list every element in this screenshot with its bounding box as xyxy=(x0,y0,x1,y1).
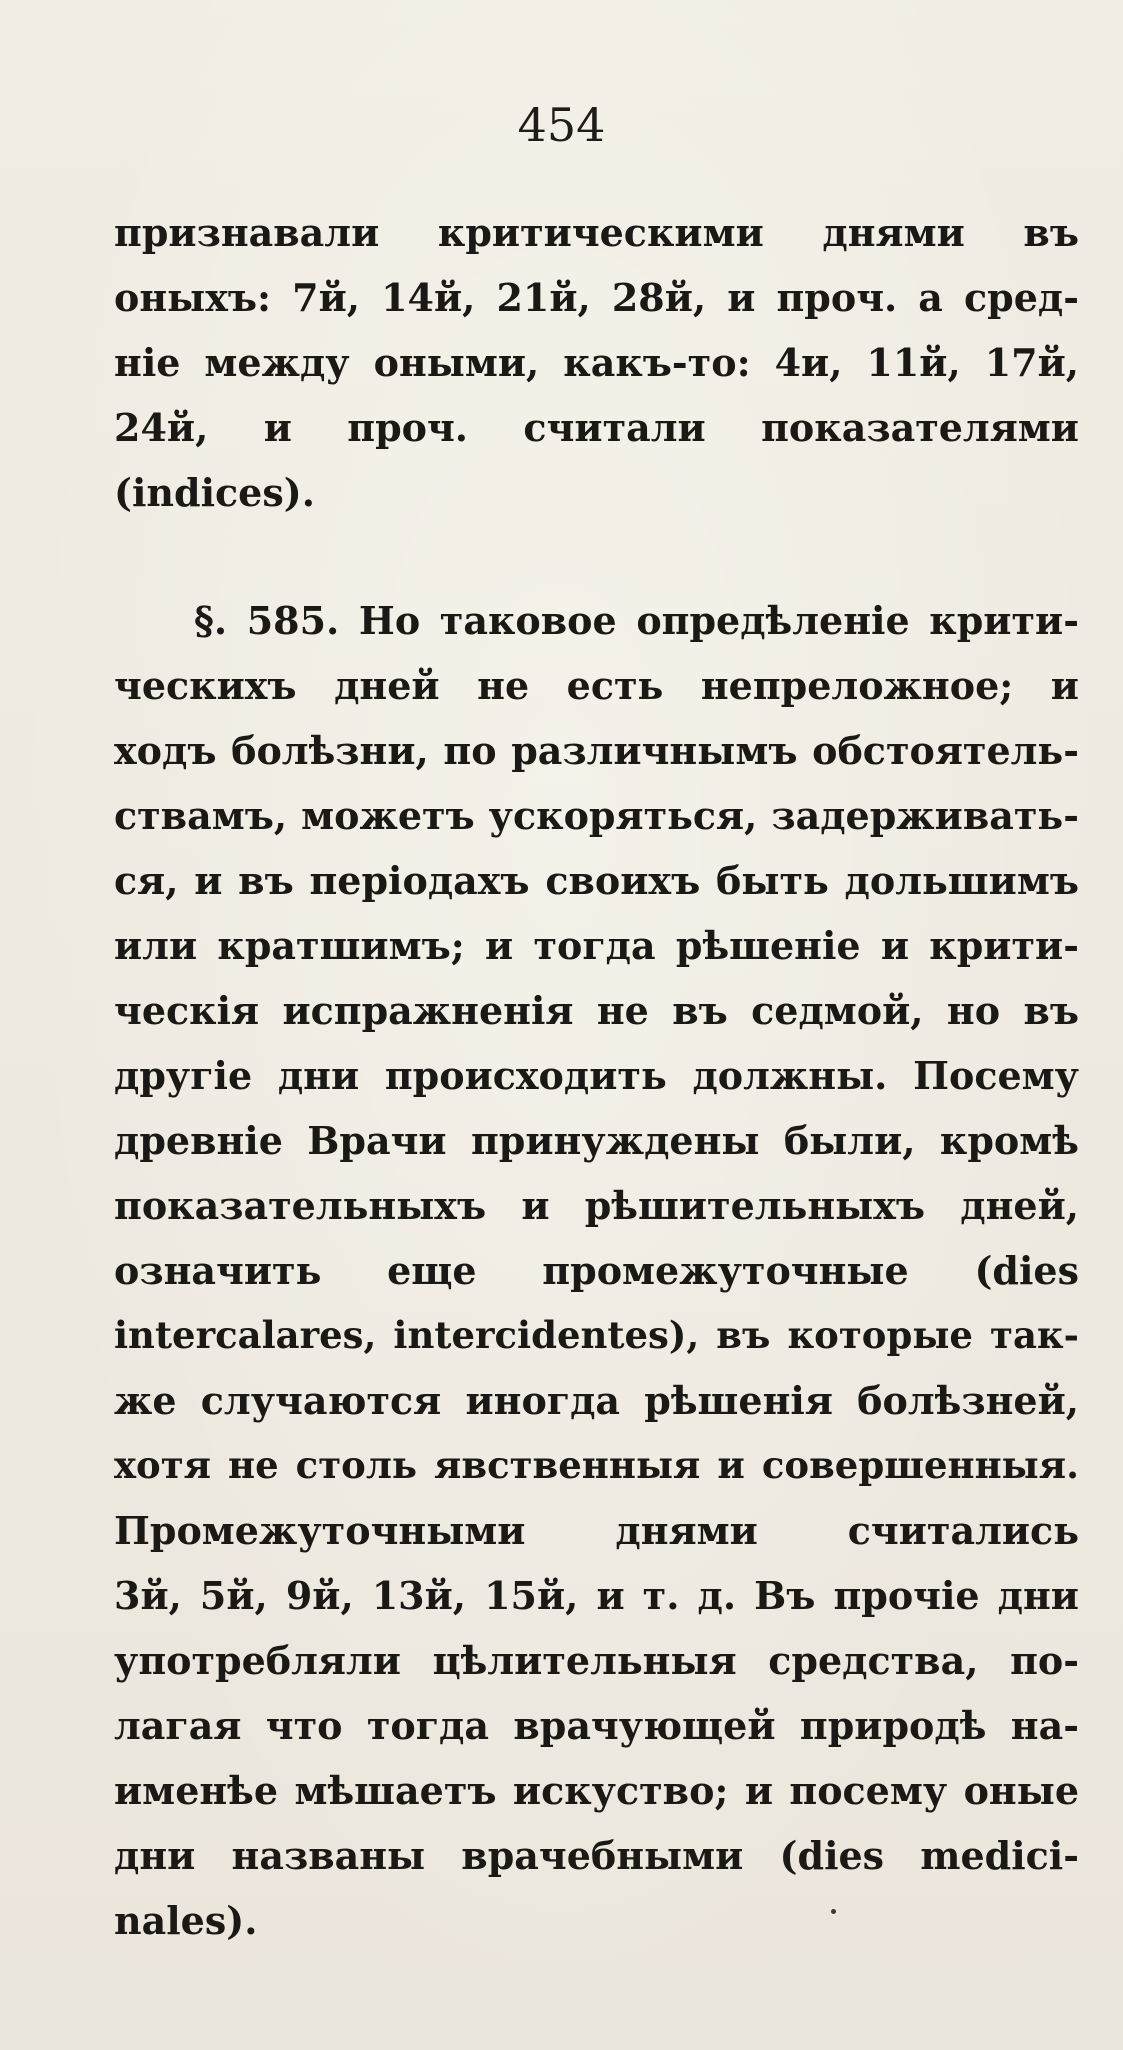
text-line: признавали критическими днями въ xyxy=(114,210,1079,255)
paper-speck xyxy=(831,1909,836,1914)
text-line: ніе между оными, какъ-то: 4и, 11й, 17й, xyxy=(114,340,1079,385)
text-line: другіе дни происходить должны. Посему xyxy=(114,1053,1079,1098)
text-line: 24й, и проч. считали показателями xyxy=(114,405,1079,450)
text-line: дни названы врачебными (dies medici- xyxy=(114,1833,1079,1878)
text-line: §. 585. Но таковое опредѣленіе крити- xyxy=(194,598,1079,643)
text-line: означить еще промежуточные (dies xyxy=(114,1248,1079,1293)
paragraph-585 xyxy=(114,588,1079,1953)
text-line: же случаются иногда рѣшенія болѣзней, xyxy=(114,1378,1079,1423)
text-line: ся, и въ періодахъ своихъ быть дольшимъ xyxy=(114,858,1079,903)
text-line: nales). xyxy=(114,1898,258,1943)
text-line: показательныхъ и рѣшительныхъ дней, xyxy=(114,1183,1079,1228)
text-line: древніе Врачи принуждены были, кромѣ xyxy=(114,1118,1079,1163)
text-line: ходъ болѣзни, по различнымъ обстоятель- xyxy=(114,728,1079,773)
text-line: 3й, 5й, 9й, 13й, 15й, и т. д. Въ прочіе дни xyxy=(114,1573,1079,1618)
text-line: лагая что тогда врачующей природѣ на- xyxy=(114,1703,1079,1748)
text-line: или кратшимъ; и тогда рѣшеніе и крити- xyxy=(114,923,1079,968)
page-number: 454 xyxy=(517,98,606,152)
text-line: оныхъ: 7й, 14й, 21й, 28й, и проч. а сред- xyxy=(114,275,1079,320)
text-line: именѣе мѣшаетъ искуство; и посему оные xyxy=(114,1768,1079,1813)
paragraph-continuation xyxy=(114,200,1079,525)
text-line: ствамъ, можетъ ускоряться, задерживать- xyxy=(114,793,1079,838)
text-line: ческихъ дней не есть непреложное; и xyxy=(114,663,1079,708)
text-line: ческія испражненія не въ седмой, но въ xyxy=(114,988,1079,1033)
text-line: Промежуточными днями считались xyxy=(114,1508,1079,1553)
text-line: хотя не столь явственныя и совершенныя. xyxy=(114,1443,1079,1487)
text-line: (indices). xyxy=(114,470,315,515)
text-line: intercalares, intercidentes), въ которые так- xyxy=(114,1313,1079,1357)
text-line: употребляли цѣлительныя средства, по- xyxy=(114,1638,1079,1683)
